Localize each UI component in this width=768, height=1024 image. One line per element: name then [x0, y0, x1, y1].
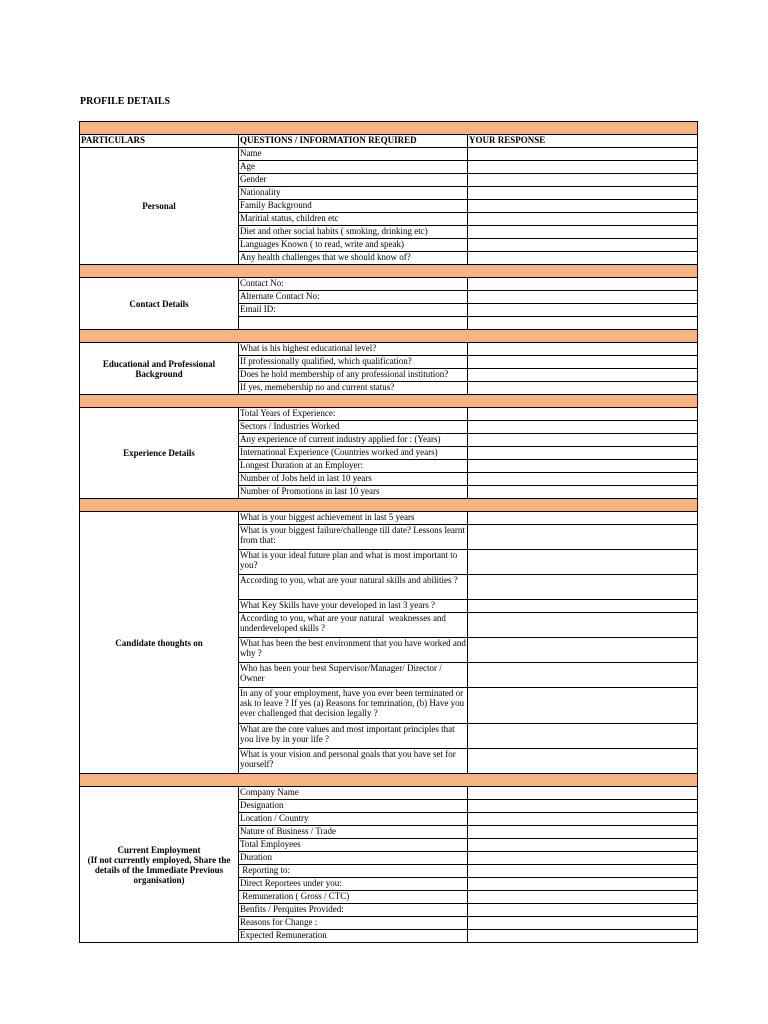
question-cell: Alternate Contact No: — [239, 291, 468, 304]
question-cell: Reporting to: — [239, 865, 468, 878]
separator-cell — [80, 122, 698, 135]
table-header-row — [80, 135, 698, 148]
response-cell[interactable] — [468, 930, 698, 943]
response-cell[interactable] — [468, 865, 698, 878]
response-cell[interactable] — [468, 613, 698, 638]
response-cell[interactable] — [468, 174, 698, 187]
response-cell[interactable] — [468, 813, 698, 826]
question-cell: What is your ideal future plan and what is most important to you? — [239, 550, 468, 575]
question-cell: Nature of Business / Trade — [239, 826, 468, 839]
response-cell[interactable] — [468, 252, 698, 265]
question-cell: Expected Remuneration — [239, 930, 468, 943]
response-cell[interactable] — [468, 512, 698, 525]
question-cell: Email ID: — [239, 304, 468, 317]
question-cell: Total Years of Experience: — [239, 408, 468, 421]
response-cell[interactable] — [468, 161, 698, 174]
question-cell: Remuneration ( Gross / CTC) — [239, 891, 468, 904]
question-cell: In any of your employment, have you ever been terminated or ask to leave ? If yes (a) Reasons for temrination, (b) Have you ever challenged that decision legally ? — [239, 688, 468, 724]
response-cell[interactable] — [468, 663, 698, 688]
question-cell: Total Employees — [239, 839, 468, 852]
response-cell[interactable] — [468, 408, 698, 421]
question-cell: Any experience of current industry applied for : (Years) — [239, 434, 468, 447]
separator-cell — [80, 265, 698, 278]
response-cell[interactable] — [468, 550, 698, 575]
response-cell[interactable] — [468, 473, 698, 486]
question-cell: Designation — [239, 800, 468, 813]
response-cell[interactable] — [468, 447, 698, 460]
header-questions: QUESTIONS / INFORMATION REQUIRED — [239, 135, 468, 148]
question-cell: International Experience (Countries worked and years) — [239, 447, 468, 460]
section-label-candidate-thoughts: Candidate thoughts on — [80, 512, 239, 774]
response-cell[interactable] — [468, 200, 698, 213]
question-cell: What is his highest educational level? — [239, 343, 468, 356]
response-cell[interactable] — [468, 187, 698, 200]
response-cell[interactable] — [468, 826, 698, 839]
response-cell[interactable] — [468, 575, 698, 600]
response-cell[interactable] — [468, 749, 698, 774]
section-separator-band — [80, 122, 698, 135]
question-cell: Maritial status, children etc — [239, 213, 468, 226]
question-cell: Number of Jobs held in last 10 years — [239, 473, 468, 486]
response-cell[interactable] — [468, 304, 698, 317]
question-cell: Company Name — [239, 787, 468, 800]
table-row — [80, 512, 698, 525]
question-cell: Who has been your best Supervisor/Manager/ Director / Owner — [239, 663, 468, 688]
response-cell[interactable] — [468, 839, 698, 852]
response-cell[interactable] — [468, 226, 698, 239]
section-separator-band — [80, 395, 698, 408]
response-cell[interactable] — [468, 382, 698, 395]
question-cell: What Key Skills have your developed in last 3 years ? — [239, 600, 468, 613]
question-cell: Duration — [239, 852, 468, 865]
question-cell: According to you, what are your natural weaknesses and underdeveloped skills ? — [239, 613, 468, 638]
question-cell: Does he hold membership of any professional institution? — [239, 369, 468, 382]
question-cell: Gender — [239, 174, 468, 187]
question-cell: Benfits / Perquites Provided: — [239, 904, 468, 917]
question-cell — [239, 317, 468, 330]
question-cell: If professionally qualified, which qualification? — [239, 356, 468, 369]
separator-cell — [80, 774, 698, 787]
question-cell: Diet and other social habits ( smoking, drinking etc) — [239, 226, 468, 239]
response-cell[interactable] — [468, 891, 698, 904]
separator-cell — [80, 330, 698, 343]
section-separator-band — [80, 265, 698, 278]
section-label-educational-background: Educational and Professional Background — [80, 343, 239, 395]
question-cell: Family Background — [239, 200, 468, 213]
page-title: PROFILE DETAILS — [80, 96, 171, 107]
response-cell[interactable] — [468, 878, 698, 891]
separator-cell — [80, 395, 698, 408]
response-cell[interactable] — [468, 460, 698, 473]
question-cell: Any health challenges that we should know of? — [239, 252, 468, 265]
question-cell: Longest Duration at an Employer: — [239, 460, 468, 473]
question-cell: Sectors / Industries Worked — [239, 421, 468, 434]
response-cell[interactable] — [468, 239, 698, 252]
table-row — [80, 148, 698, 161]
section-separator-band — [80, 774, 698, 787]
section-label-current-employment: Current Employment (If not currently employed, Share the details of the Immediate Previous organisation) — [80, 787, 239, 943]
question-cell: What is your biggest failure/challenge till date? Lessons learnt from that: — [239, 525, 468, 550]
response-cell[interactable] — [468, 600, 698, 613]
question-cell: What has been the best environment that you have worked and why ? — [239, 638, 468, 663]
table-row — [80, 408, 698, 421]
response-cell[interactable] — [468, 787, 698, 800]
response-cell[interactable] — [468, 724, 698, 749]
response-cell[interactable] — [468, 800, 698, 813]
section-label-experience-details: Experience Details — [80, 408, 239, 499]
header-your-response: YOUR RESPONSE — [468, 135, 698, 148]
response-cell[interactable] — [468, 278, 698, 291]
response-cell[interactable] — [468, 434, 698, 447]
response-cell[interactable] — [468, 369, 698, 382]
section-separator-band — [80, 499, 698, 512]
question-cell: Number of Promotions in last 10 years — [239, 486, 468, 499]
section-label-personal: Personal — [80, 148, 239, 265]
table-row — [80, 343, 698, 356]
table-row — [80, 278, 698, 291]
question-cell: Name — [239, 148, 468, 161]
response-cell[interactable] — [468, 638, 698, 663]
table-row — [80, 787, 698, 800]
response-cell[interactable] — [468, 852, 698, 865]
separator-cell — [80, 499, 698, 512]
response-cell[interactable] — [468, 317, 698, 330]
question-cell: What are the core values and most important principles that you live by in your life ? — [239, 724, 468, 749]
response-cell[interactable] — [468, 688, 698, 724]
question-cell: Languages Known ( to read, write and speak) — [239, 239, 468, 252]
response-cell[interactable] — [468, 525, 698, 550]
response-cell[interactable] — [468, 421, 698, 434]
section-separator-band — [80, 330, 698, 343]
question-cell: Contact No: — [239, 278, 468, 291]
response-cell[interactable] — [468, 291, 698, 304]
response-cell[interactable] — [468, 148, 698, 161]
response-cell[interactable] — [468, 917, 698, 930]
question-cell: If yes, memebership no and current status? — [239, 382, 468, 395]
question-cell: What is your vision and personal goals that you have set for yourself? — [239, 749, 468, 774]
profile-details-table — [79, 121, 698, 943]
header-particulars: PARTICULARS — [80, 135, 239, 148]
question-cell: According to you, what are your natural skills and abilities ? — [239, 575, 468, 600]
question-cell: Direct Reportees under you: — [239, 878, 468, 891]
question-cell: What is your biggest achievement in last 5 years — [239, 512, 468, 525]
question-cell: Age — [239, 161, 468, 174]
section-label-contact-details: Contact Details — [80, 278, 239, 330]
response-cell[interactable] — [468, 486, 698, 499]
question-cell: Location / Country — [239, 813, 468, 826]
response-cell[interactable] — [468, 904, 698, 917]
question-cell: Nationality — [239, 187, 468, 200]
response-cell[interactable] — [468, 213, 698, 226]
response-cell[interactable] — [468, 343, 698, 356]
question-cell: Reasons for Change : — [239, 917, 468, 930]
response-cell[interactable] — [468, 356, 698, 369]
